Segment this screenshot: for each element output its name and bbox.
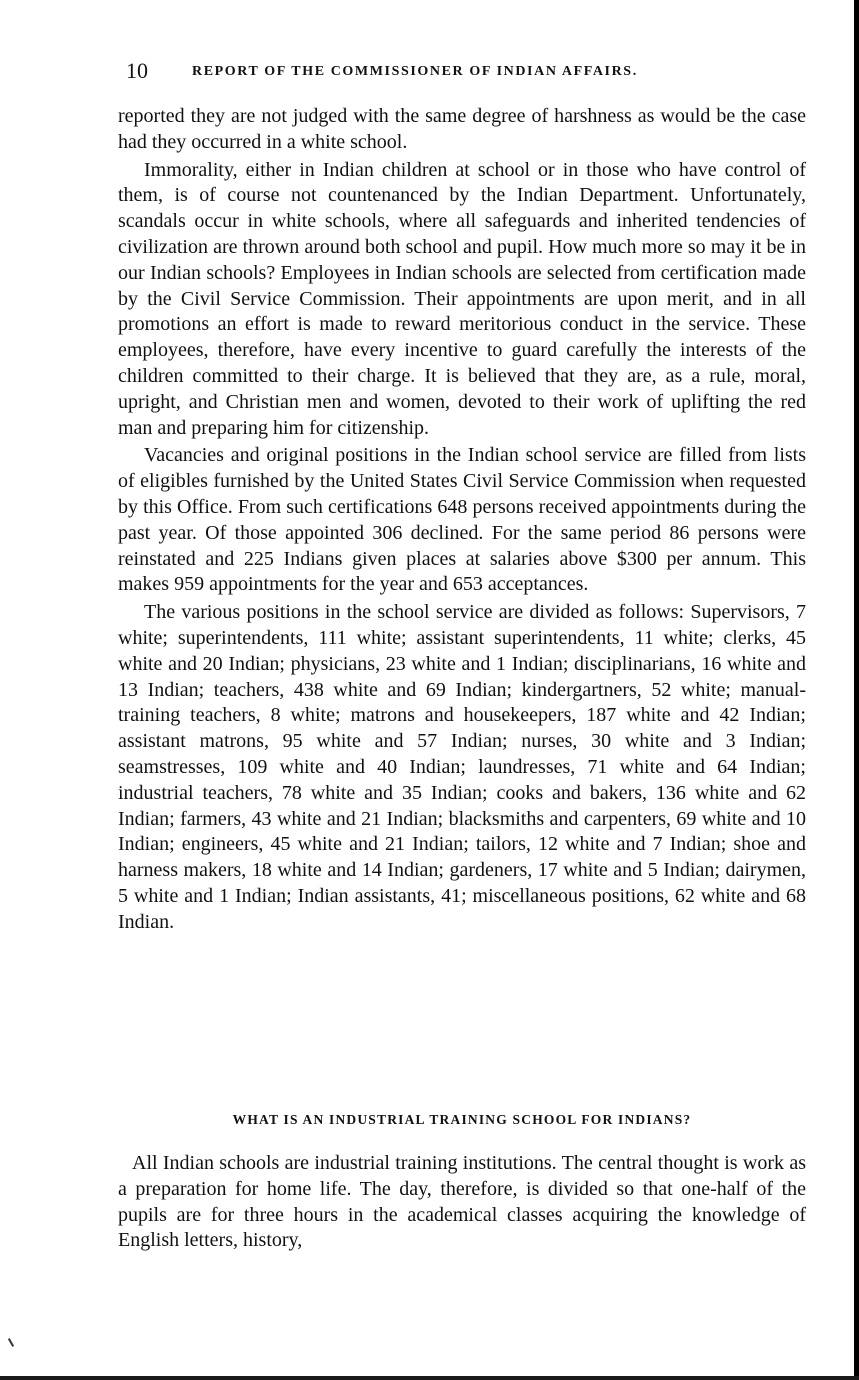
paragraph-continuation: reported they are not judged with the same degree of harshness as would be the case had they occurred in a white school. <box>118 105 806 153</box>
paragraph-industrial-schools: All Indian schools are industrial training institutions. The central thought is work as a preparation for home life. The day, therefore, is divided so that one-half of the pupils are for three hours in the academical classes acquiring the knowledge of English letters, history, <box>118 1152 806 1252</box>
page-number: 10 <box>126 58 148 83</box>
scan-artifact <box>8 1338 14 1347</box>
paragraph-immorality: Immorality, either in Indian children at school or in those who have control of them, is of course not countenanced by the Indian Department. Unfortunately, scandals occur in white schools, where all safeguards and inherited tendencies of civilization are thrown around both school and pupil. How much more so may it be in our Indian schools? Employees in Indian schools are selected from certification made by the Civil Service Commission. Their appointments are upon merit, and in all promotions an effort is made to reward meritorious conduct in the service. These employees, therefore, have every incentive to guard carefully the interests of the children committed to their charge. It is believed that they are, as a rule, moral, upright, and Christian men and women, devoted to their work of uplifting the red man and preparing him for citizenship. <box>118 158 806 439</box>
paragraph-positions: The various positions in the school service are divided as follows: Supervisors, 7 white; superintendents, 111 white; assistant superintendents, 11 white; clerks, 45 white and 20 Indian; physicians, 23 white and 1 Indian; disciplinarians, 16 white and 13 Indian; teachers, 438 white and 69 Indian; kindergartners, 52 white; manual-training teachers, 8 white; matrons and housekeepers, 187 white and 42 Indian; assistant matrons, 95 white and 57 Indian; nurses, 30 white and 3 Indian; seamstresses, 109 white and 40 Indian; laundresses, 71 white and 64 Indian; industrial teachers, 78 white and 35 Indian; cooks and bakers, 136 white and 62 Indian; farmers, 43 white and 21 Indian; blacksmiths and carpenters, 69 white and 10 Indian; engineers, 45 white and 21 Indian; tailors, 12 white and 7 Indian; shoe and harness makers, 18 white and 14 Indian; gardeners, 17 white and 5 Indian; dairymen, 5 white and 1 Indian; Indian assistants, 41; miscellaneous positions, 62 white and 68 Indian. <box>118 601 806 933</box>
section-text <box>118 1151 806 1254</box>
body-text <box>118 104 806 936</box>
running-head: REPORT OF THE COMMISSIONER OF INDIAN AFFAIRS. <box>192 64 638 79</box>
scan-border-bottom <box>0 1376 859 1380</box>
section-heading: WHAT IS AN INDUSTRIAL TRAINING SCHOOL FOR INDIANS? <box>232 1112 692 1127</box>
paragraph-vacancies: Vacancies and original positions in the Indian school service are filled from lists of eligibles furnished by the United States Civil Service Commission when requested by this Office. From such certifications 648 persons received appointments during the past year. Of those appointed 306 declined. For the same period 86 persons were reinstated and 225 Indians given places at salaries above $300 per annum. This makes 959 appointments for the year and 653 acceptances. <box>118 444 806 596</box>
scan-border-right <box>854 0 859 1380</box>
page-header <box>126 58 816 88</box>
